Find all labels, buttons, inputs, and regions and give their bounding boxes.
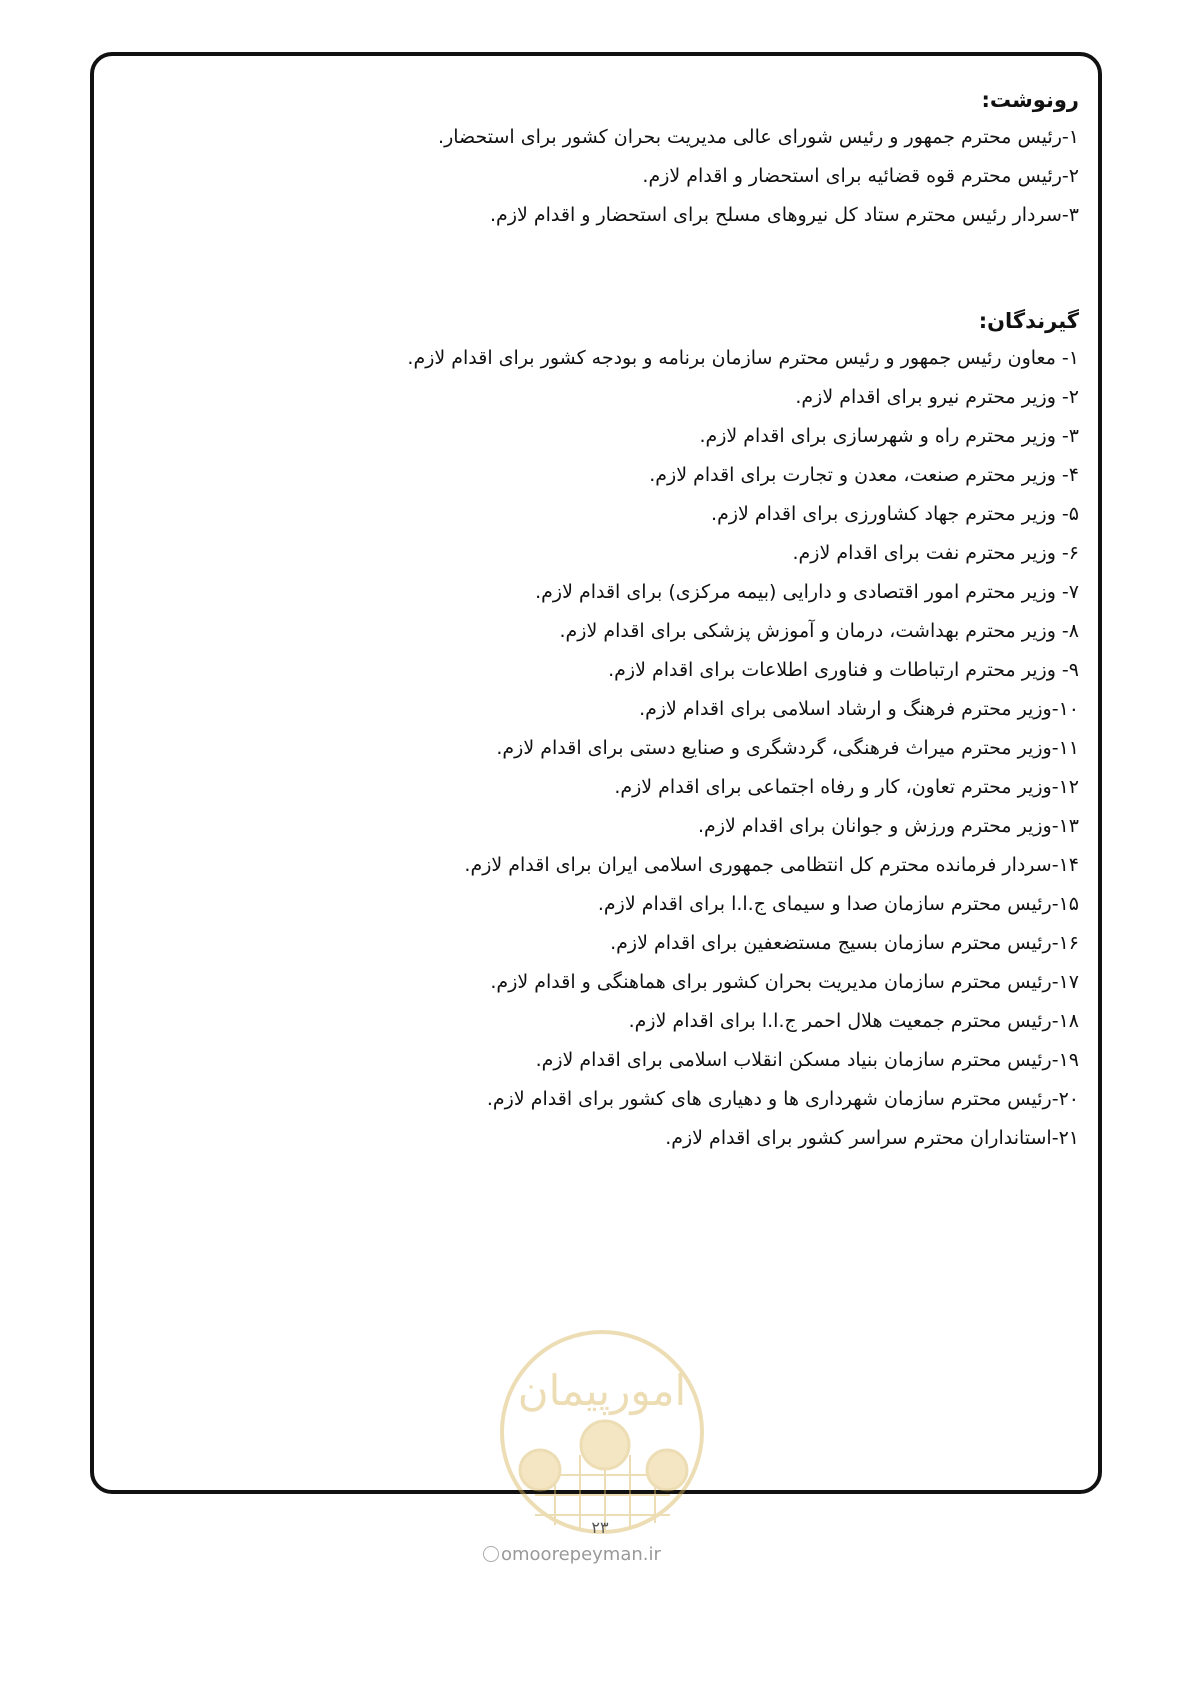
cc-item: ۳-سردار رئیس محترم ستاد کل نیروهای مسلح برای استحضار و اقدام لازم.	[490, 204, 1079, 226]
recipient-item: ۱۷-رئیس محترم سازمان مدیریت بحران کشور برای هماهنگی و اقدام لازم.	[490, 971, 1079, 993]
recipients-heading: گیرندگان:	[978, 309, 1079, 333]
recipient-item: ۸- وزیر محترم بهداشت، درمان و آموزش پزشکی برای اقدام لازم.	[559, 620, 1079, 642]
recipient-item: ۱- معاون رئیس جمهور و رئیس محترم سازمان برنامه و بودجه کشور برای اقدام لازم.	[407, 347, 1079, 369]
document-body	[380, 82, 1079, 1158]
globe-icon	[483, 1546, 499, 1562]
recipient-item: ۹- وزیر محترم ارتباطات و فناوری اطلاعات برای اقدام لازم.	[608, 659, 1079, 681]
site-url: omoorepeyman.ir	[501, 1544, 661, 1565]
recipient-item: ۶- وزیر محترم نفت برای اقدام لازم.	[792, 542, 1079, 564]
recipient-item: ۲۰-رئیس محترم سازمان شهرداری ها و دهیاری های کشور برای اقدام لازم.	[486, 1088, 1079, 1110]
cc-item: ۲-رئیس محترم قوه قضائیه برای استحضار و اقدام لازم.	[642, 165, 1079, 187]
watermark-logo	[495, 1325, 710, 1540]
recipient-item: ۱۹-رئیس محترم سازمان بنیاد مسکن انقلاب اسلامی برای اقدام لازم.	[535, 1049, 1079, 1071]
recipient-item: ۱۳-وزیر محترم ورزش و جوانان برای اقدام لازم.	[698, 815, 1079, 837]
cc-heading: رونوشت:	[981, 88, 1079, 112]
recipient-item: ۲۱-استانداران محترم سراسر کشور برای اقدام لازم.	[665, 1127, 1079, 1149]
recipient-item: ۷- وزیر محترم امور اقتصادی و دارایی (بیمه مرکزی) برای اقدام لازم.	[535, 581, 1079, 603]
recipient-item: ۱۰-وزیر محترم فرهنگ و ارشاد اسلامی برای اقدام لازم.	[639, 698, 1079, 720]
site-watermark	[483, 1544, 703, 1565]
recipient-item: ۳- وزیر محترم راه و شهرسازی برای اقدام لازم.	[699, 425, 1079, 447]
recipient-item: ۵- وزیر محترم جهاد کشاورزی برای اقدام لازم.	[711, 503, 1079, 525]
recipient-item: ۴- وزیر محترم صنعت، معدن و تجارت برای اقدام لازم.	[649, 464, 1079, 486]
recipient-item: ۱۴-سردار فرمانده محترم کل انتظامی جمهوری اسلامی ایران برای اقدام لازم.	[464, 854, 1079, 876]
cc-item: ۱-رئیس محترم جمهور و رئیس شورای عالی مدیریت بحران کشور برای استحضار.	[438, 126, 1079, 148]
recipient-item: ۱۵-رئیس محترم سازمان صدا و سیمای ج.ا.ا برای اقدام لازم.	[597, 893, 1079, 915]
recipient-item: ۱۸-رئیس محترم جمعیت هلال احمر ج.ا.ا برای اقدام لازم.	[628, 1010, 1079, 1032]
recipient-item: ۲- وزیر محترم نیرو برای اقدام لازم.	[795, 386, 1079, 408]
watermark-text: امورپیمان	[517, 1366, 687, 1415]
recipient-item: ۱۲-وزیر محترم تعاون، کار و رفاه اجتماعی برای اقدام لازم.	[614, 776, 1079, 798]
recipient-item: ۱۶-رئیس محترم سازمان بسیج مستضعفین برای اقدام لازم.	[610, 932, 1079, 954]
page-number: ۲۳	[591, 1518, 609, 1537]
recipient-item: ۱۱-وزیر محترم میراث فرهنگی، گردشگری و صنایع دستی برای اقدام لازم.	[496, 737, 1079, 759]
